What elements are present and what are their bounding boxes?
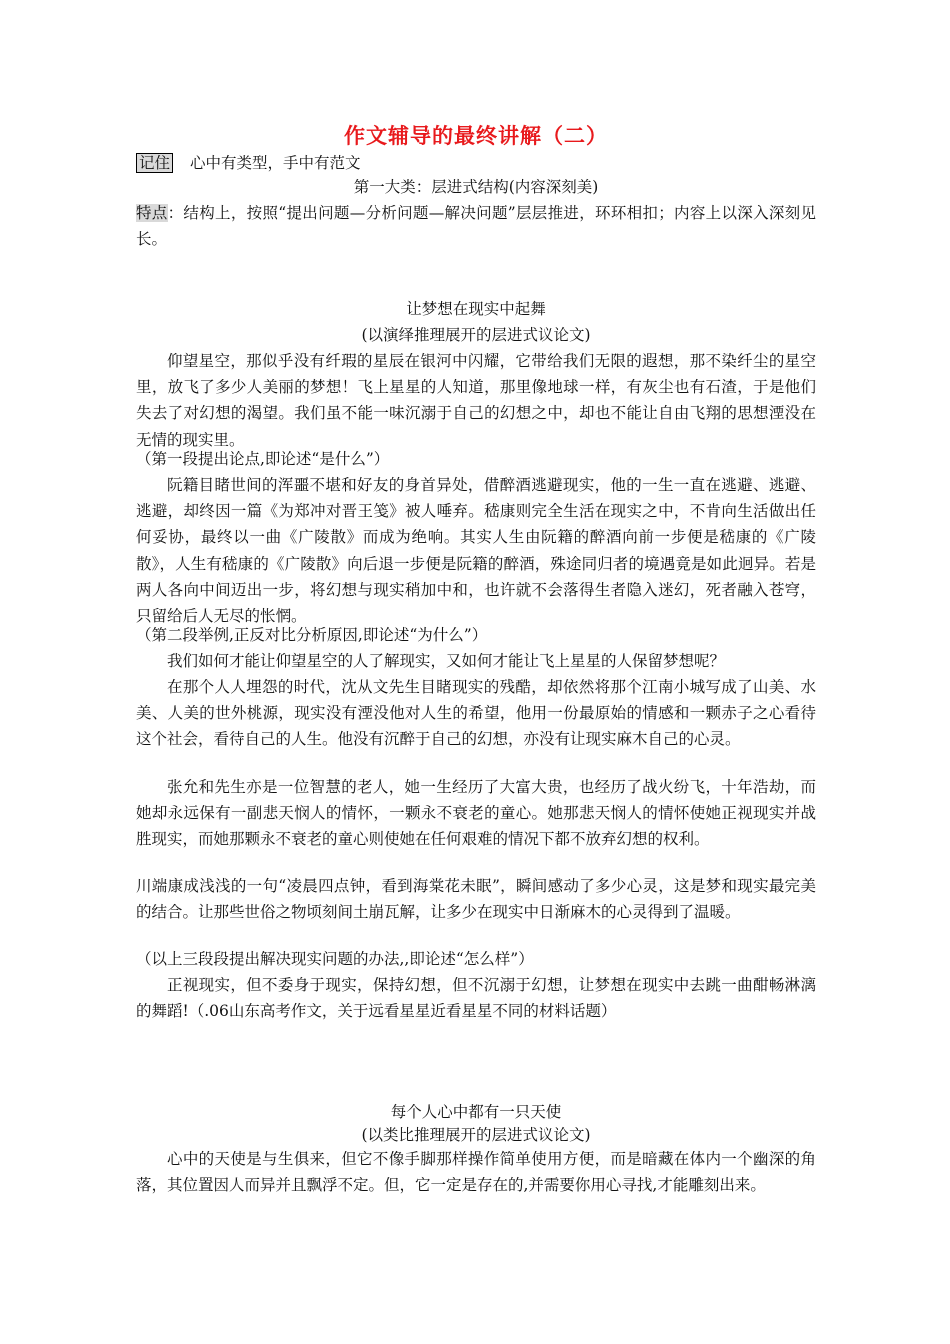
essay1-note-3: （以上三段段提出解决现实问题的办法,,即论述“怎么样”） — [136, 950, 534, 968]
essay1-paragraph-3: 我们如何才能让仰望星空的人了解现实，又如何才能让飞上星星的人保留梦想呢？ — [167, 652, 726, 670]
feature-label: 特点 — [136, 204, 168, 222]
essay2-title: 每个人心中都有一只天使 — [390, 1103, 562, 1121]
document-title: 作文辅导的最终讲解（二） — [344, 124, 608, 148]
remember-text: 心中有类型，手中有范文 — [189, 154, 361, 172]
remember-label: 记住 — [136, 153, 173, 173]
essay2-subtitle: (以类比推理展开的层进式议论文) — [361, 1126, 591, 1144]
essay2-paragraph-1: 心中的天使是与生俱来，但它不像手脚那样操作简单使用方便，而是暗藏在体内一个幽深的角落，其位置因人而异并且飘浮不定。但，它一定是存在的,并需要你用心寻找,才能雕刻出来。 — [136, 1150, 816, 1195]
essay1-subtitle: (以演绎推理展开的层进式议论文) — [361, 326, 591, 344]
essay1-paragraph-1: 仰望星空，那似乎没有纤瑕的星辰在银河中闪耀，它带给我们无限的遐想，那不染纤尘的星空里，放飞了多少人美丽的梦想！飞上星星的人知道，那里像地球一样，有灰尘也有石渣，于是他们失去了对幻想的渴望。我们虽不能一味沉溺于自己的幻想之中，却也不能让自由飞翔的思想湮没在无情的现实里。 — [136, 352, 816, 449]
remember-line — [136, 150, 816, 176]
category-heading: 第一大类：层进式结构(内容深刻美) — [353, 178, 599, 196]
essay1-title: 让梦想在现实中起舞 — [406, 300, 546, 318]
essay1-note-1: （第一段提出论点,即论述“是什么”） — [136, 450, 390, 468]
essay1-paragraph-6: 川端康成浅浅的一句“凌晨四点钟，看到海棠花未眠”，瞬间感动了多少心灵，这是梦和现实最完美的结合。让那些世俗之物顷刻间土崩瓦解，让多少在现实中日渐麻木的心灵得到了温暖。 — [136, 877, 816, 922]
feature-text: ：结构上，按照“提出问题—分析问题—解决问题”层层推进，环环相扣；内容上以深入深刻见长。 — [136, 204, 816, 249]
feature-paragraph — [136, 200, 816, 252]
essay1-paragraph-7: 正视现实，但不委身于现实，保持幻想，但不沉溺于幻想，让梦想在现实中去跳一曲酣畅淋漓的舞蹈!（.06山东高考作文，关于远看星星近看星星不同的材料话题） — [136, 976, 816, 1021]
essay1-note-2: （第二段举例,正反对比分析原因,即论述“为什么”） — [136, 626, 488, 644]
essay1-paragraph-4: 在那个人人埋怨的时代，沈从文先生目睹现实的残酷，却依然将那个江南小城写成了山美、水美、人美的世外桃源，现实没有湮没他对人生的希望，他用一份最原始的情感和一颗赤子之心看待这个社会，看待自己的人生。他没有沉醉于自己的幻想，亦没有让现实麻木自己的心灵。 — [136, 678, 816, 749]
essay1-paragraph-5: 张允和先生亦是一位智慧的老人，她一生经历了大富大贵，也经历了战火纷飞，十年浩劫，而她却永远保有一副悲天悯人的情怀，一颗永不衰老的童心。她那悲天悯人的情怀使她正视现实并战胜现实，而她那颗永不衰老的童心则使她在任何艰难的情况下都不放弃幻想的权利。 — [136, 778, 816, 849]
essay1-paragraph-2: 阮籍目睹世间的浑噩不堪和好友的身首异处，借醉酒逃避现实，他的一生一直在逃避、逃避、逃避，却终因一篇《为郑冲对晋王笺》被人唾弃。嵇康则完全生活在现实之中，不肯向生活做出任何妥协，最终以一曲《广陵散》而成为绝响。其实人生由阮籍的醉酒向前一步便是嵇康的《广陵散》，人生有嵇康的《广陵散》向后退一步便是阮籍的醉酒，殊途同归者的境遇竟是如此迥异。若是两人各向中间迈出一步，将幻想与现实稍加中和，也许就不会落得生者隐入迷幻，死者融入苍穹，只留给后人无尽的怅惘。 — [136, 476, 816, 626]
